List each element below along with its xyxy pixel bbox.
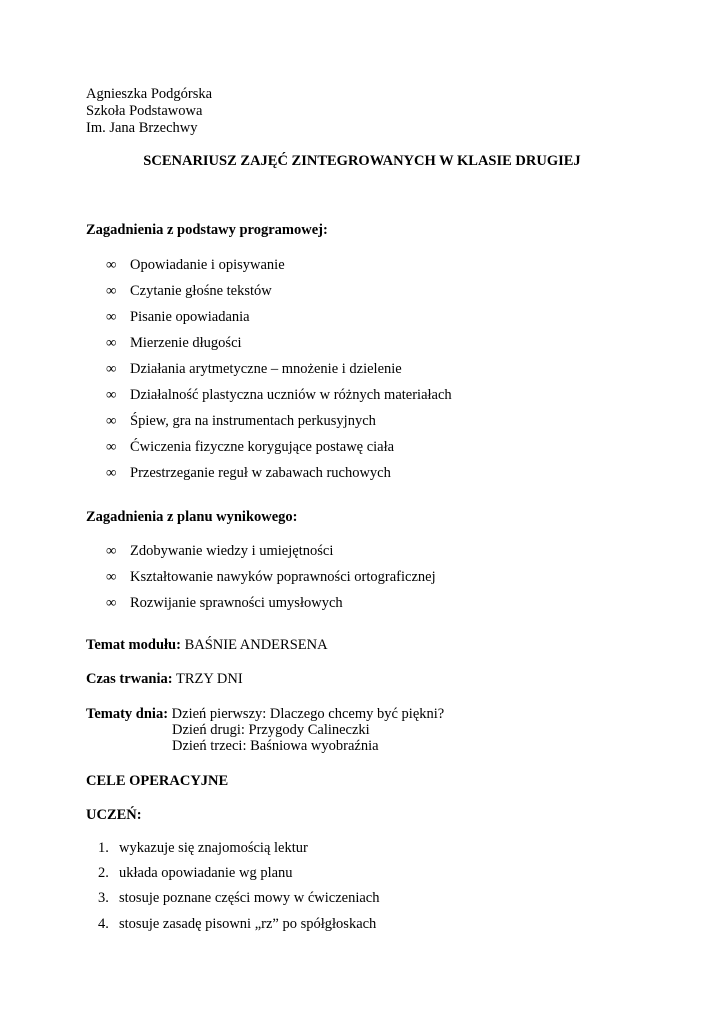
list-item <box>0 569 724 586</box>
list-item <box>0 257 724 274</box>
module-line <box>86 637 328 654</box>
list-item <box>0 439 724 456</box>
module-label: Temat modułu: <box>86 637 181 653</box>
item-number: 4. <box>98 916 109 932</box>
infinity-bullet-icon: ∞ <box>106 439 117 455</box>
list-item-text: Przestrzeganie reguł w zabawach ruchowych <box>130 465 391 481</box>
plan-heading: Zagadnienia z planu wynikowego: <box>86 509 298 525</box>
list-item-text: Czytanie głośne tekstów <box>130 283 272 299</box>
list-item <box>0 387 724 404</box>
school-patron: Im. Jana Brzechwy <box>86 120 198 136</box>
document-title: SCENARIUSZ ZAJĘĆ ZINTEGROWANYCH W KLASIE DRUGIEJ <box>143 153 581 169</box>
list-item-text: Śpiew, gra na instrumentach perkusyjnych <box>130 413 376 429</box>
list-item <box>0 465 724 482</box>
item-text: wykazuje się znajomością lektur <box>119 840 308 856</box>
list-item <box>0 413 724 430</box>
day-topic-2: Dzień drugi: Przygody Calineczki <box>172 722 370 738</box>
list-item-text: Ćwiczenia fizyczne korygujące postawę ciała <box>130 439 395 455</box>
day-topic-1: Dzień pierwszy: Dlaczego chcemy być piękni? <box>171 706 445 722</box>
numbered-item <box>0 916 724 933</box>
duration-label: Czas trwania: <box>86 671 173 687</box>
item-text: stosuje zasadę pisowni „rz” po spółgłoskach <box>119 916 377 932</box>
list-item <box>0 595 724 612</box>
author-name: Agnieszka Podgórska <box>86 86 213 102</box>
item-text: układa opowiadanie wg planu <box>119 865 293 881</box>
list-item-text: Pisanie opowiadania <box>130 309 250 325</box>
duration-value: TRZY DNI <box>175 671 243 687</box>
school-name: Szkoła Podstawowa <box>86 103 203 119</box>
item-text: stosuje poznane części mowy w ćwiczeniach <box>119 890 380 906</box>
day-topics-line <box>86 706 444 723</box>
day-topics-label: Tematy dnia: <box>86 706 169 722</box>
list-item-text: Rozwijanie sprawności umysłowych <box>130 595 343 611</box>
infinity-bullet-icon: ∞ <box>106 257 117 273</box>
module-value: BAŚNIE ANDERSENA <box>184 637 328 653</box>
infinity-bullet-icon: ∞ <box>106 335 117 351</box>
item-number: 1. <box>98 840 109 856</box>
list-item-text: Zdobywanie wiedzy i umiejętności <box>130 543 334 559</box>
infinity-bullet-icon: ∞ <box>106 309 117 325</box>
student-heading: UCZEŃ: <box>86 807 142 823</box>
infinity-bullet-icon: ∞ <box>106 569 117 585</box>
list-item-text: Działania arytmetyczne – mnożenie i dzielenie <box>130 361 402 377</box>
list-item <box>0 335 724 352</box>
numbered-item <box>0 865 724 882</box>
list-item-text: Opowiadanie i opisywanie <box>130 257 285 273</box>
day-topic-3: Dzień trzeci: Baśniowa wyobraźnia <box>172 738 379 754</box>
infinity-bullet-icon: ∞ <box>106 387 117 403</box>
list-item <box>0 361 724 378</box>
infinity-bullet-icon: ∞ <box>106 361 117 377</box>
list-item-text: Mierzenie długości <box>130 335 242 351</box>
infinity-bullet-icon: ∞ <box>106 283 117 299</box>
list-item <box>0 543 724 560</box>
numbered-item <box>0 840 724 857</box>
infinity-bullet-icon: ∞ <box>106 465 117 481</box>
item-number: 2. <box>98 865 109 881</box>
duration-line <box>86 671 243 688</box>
infinity-bullet-icon: ∞ <box>106 595 117 611</box>
core-curriculum-heading: Zagadnienia z podstawy programowej: <box>86 222 328 238</box>
numbered-item <box>0 890 724 907</box>
goals-heading: CELE OPERACYJNE <box>86 773 229 789</box>
list-item <box>0 309 724 326</box>
infinity-bullet-icon: ∞ <box>106 413 117 429</box>
list-item <box>0 283 724 300</box>
infinity-bullet-icon: ∞ <box>106 543 117 559</box>
list-item-text: Działalność plastyczna uczniów w różnych materiałach <box>130 387 452 403</box>
list-item-text: Kształtowanie nawyków poprawności ortograficznej <box>130 569 436 585</box>
item-number: 3. <box>98 890 109 906</box>
